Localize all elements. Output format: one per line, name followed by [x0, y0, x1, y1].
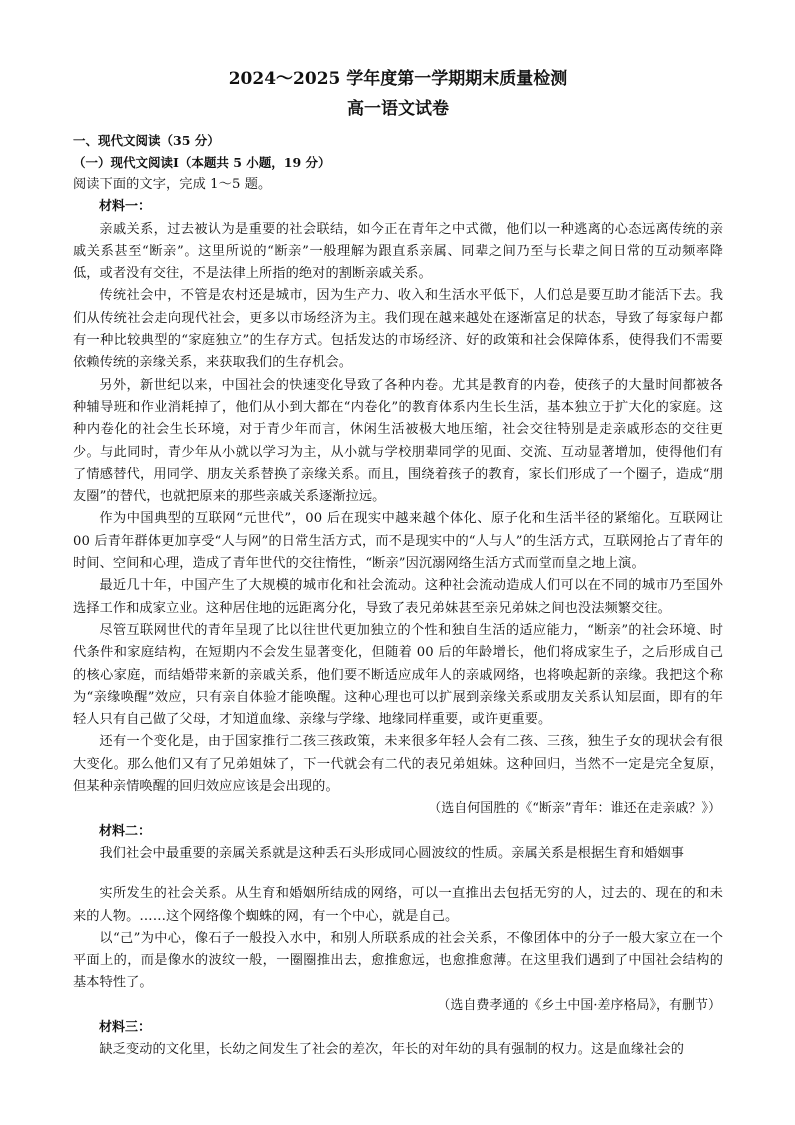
material2-source: （选自费孝通的《乡土中国·差序格局》，有删节）: [437, 997, 721, 1013]
material1-paragraph: 还有一个变化是，由于国家推行二孩三孩政策，未来很多年轻人会有二孩、三孩，独生子女的现状会有很大变化。那么他们又有了兄弟姐妹了，下一代就会有二代的表兄弟姐妹。这种回归，当然不一定是完全复原，但某种亲情唤醒的回归效应应该是会出现的。: [73, 734, 723, 795]
exam-title: 2024～2025 学年度第一学期期末质量检测: [228, 69, 568, 89]
material1-label: 材料一：: [99, 199, 152, 215]
material1-paragraph: 作为中国典型的互联网“元世代”，00 后在现实中越来越个体化、原子化和生活半径的紧缩化。互联网让 00 后青年群体更加享受“人与网”的日常生活方式，而不是现实中的“人与人”的生活方式，互联网抢占了青年的时间、空间和心理，造成了青年世代的交往惰性，“断亲”因沉溺网络生活方式而堂而皇之地上演。: [73, 511, 723, 572]
material2-paragraph: 我们社会中最重要的亲属关系就是这种丢石头形成同心圆波纹的性质。亲属关系是根据生育和婚姻事: [99, 845, 685, 861]
sub-heading: （一）现代文阅读Ⅰ（本题共 5 小题，19 分）: [73, 155, 331, 170]
page-gap: [73, 865, 723, 883]
material1-paragraph: 尽管互联网世代的青年呈现了比以往世代更加独立的个性和独自生活的适应能力，“断亲”的社会环境、时代条件和家庭结构，在短期内不会发生显著变化，但随着 00 后的年龄增长，他们将成家生子，之后形成自己的核心家庭，而结婚带来新的亲戚关系，他们要不断适应成年人的亲戚网络，也将唤起新的亲缘。我把这个称为“亲缘唤醒”效应，只有亲自体验才能唤醒。这种心理也可以扩展到亲缘关系或朋友关系认知层面，即有的年轻人只有自己做了父母，才知道血缘、亲缘与学缘、地缘同样重要，或许更重要。: [73, 622, 723, 728]
material2-paragraph: 实所发生的社会关系。从生育和婚姻所结成的网络，可以一直推出去包括无穷的人，过去的、现在的和未来的人物。……这个网络像个蜘蛛的网，有一个中心，就是自己。: [73, 886, 723, 924]
material1-source: （选自何国胜的《“断亲”青年：谁还在走亲戚？》）: [428, 801, 721, 817]
material3-label: 材料三：: [99, 1019, 152, 1035]
material1-paragraph: 亲戚关系，过去被认为是重要的社会联结，如今正在青年之中式微，他们以一种逃离的心态远离传统的亲戚关系甚至“断亲”。这里所说的“断亲”一般理解为跟直系亲属、同辈之间乃至与长辈之间日常的互动频率降低，或者没有交往，不是法律上所指的绝对的割断亲戚关系。: [73, 221, 723, 282]
instruction: 阅读下面的文字，完成 1～5 题。: [73, 177, 272, 192]
exam-subtitle: 高一语文试卷: [347, 99, 449, 119]
material3-paragraph: 缺乏变动的文化里，长幼之间发生了社会的差次，年长的对年幼的具有强制的权力。这是血缘社会的: [99, 1042, 685, 1058]
material1-paragraph: 传统社会中，不管是农村还是城市，因为生产力、收入和生活水平低下，人们总是要互助才能活下去。我们从传统社会走向现代社会，更多以市场经济为主。我们现在越来越处在逐渐富足的状态，导致了每家每户都有一种比较典型的“家庭独立”的生存方式。包括发达的市场经济、好的政策和社会保障体系，使得我们不需要依赖传统的亲缘关系，来获取我们的生存机会。: [73, 288, 723, 371]
material2-paragraph: 以“己”为中心，像石子一般投入水中，和别人所联系成的社会关系，不像团体中的分子一般大家立在一个平面上的，而是像水的波纹一般，一圈圈推出去，愈推愈远，也愈推愈薄。在这里我们遇到了中国社会结构的基本特性了。: [73, 930, 723, 991]
part-heading: 一、现代文阅读（35 分）: [73, 133, 220, 148]
material1-paragraph: 另外，新世纪以来，中国社会的快速变化导致了各种内卷。尤其是教育的内卷，使孩子的大量时间都被各种辅导班和作业消耗掉了，他们从小到大都在“内卷化”的教育体系内生长生活，基本独立于扩大化的家庭。这种内卷化的社会生长环境，对于青少年而言，休闲生活被极大地压缩，社会交往特别是走亲戚形态的交往更少。与此同时，青少年从小就以学习为主，从小就与学校朋辈同学的见面、交流、互动显著增加，使得他们有了情感替代，用同学、朋友关系替换了亲缘关系。而且，围绕着孩子的教育，家长们形成了一个圈子，造成“朋友圈”的替代，也就把原来的那些亲戚关系逐渐拉远。: [73, 377, 723, 505]
material2-label: 材料二：: [99, 823, 152, 839]
material1-paragraph: 最近几十年，中国产生了大规模的城市化和社会流动。这种社会流动造成人们可以在不同的城市乃至国外选择工作和成家立业。这种居住地的远距离分化，导致了表兄弟妹甚至亲兄弟妹之间也没法频繁交往。: [73, 578, 723, 616]
